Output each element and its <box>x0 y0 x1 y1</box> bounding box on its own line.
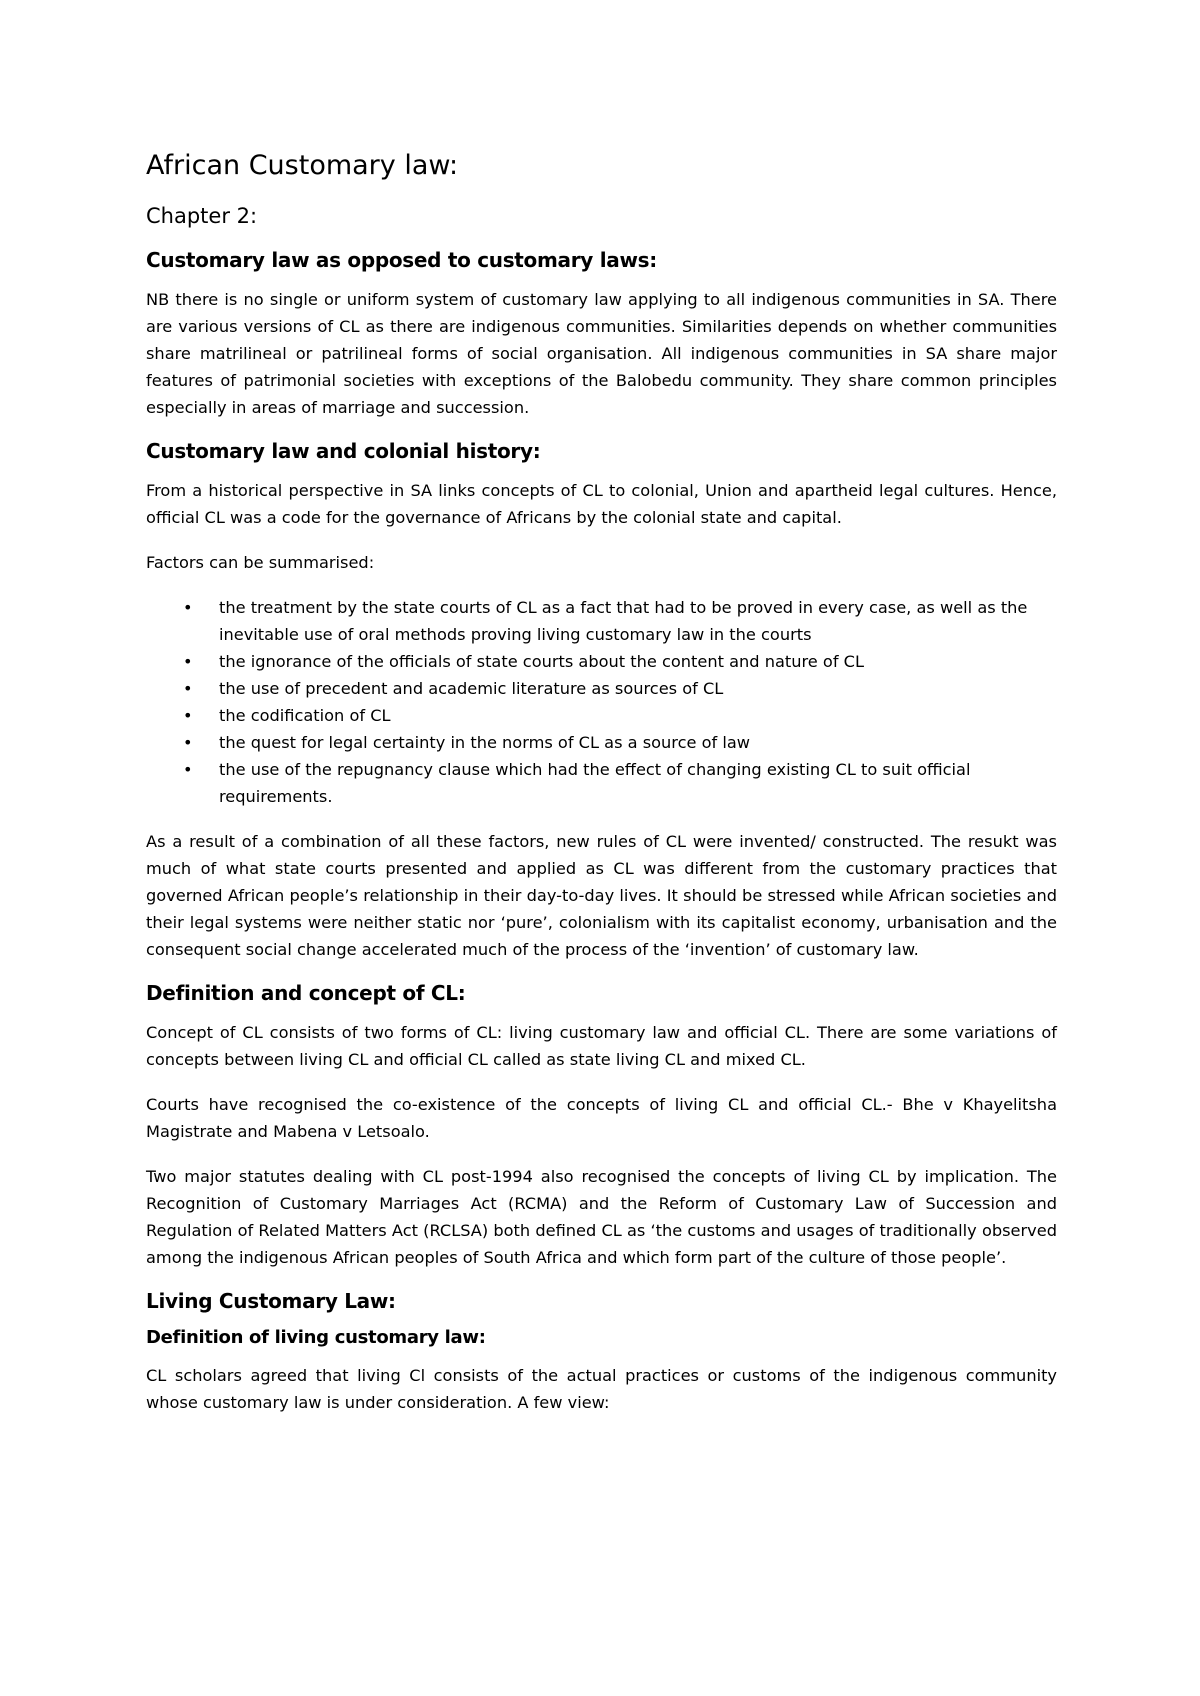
list-item-text: the use of the repugnancy clause which had the effect of changing existing CL to suit official requirements. <box>219 759 971 806</box>
list-item-text: the quest for legal certainty in the norms of CL as a source of law <box>219 732 751 752</box>
list-item <box>146 594 1057 648</box>
paragraph: Concept of CL consists of two forms of CL: living customary law and official CL. There are some variations of concepts between living CL and official CL called as state living CL and mixed CL. <box>146 1022 1057 1069</box>
paragraph: Factors can be summarised: <box>146 552 375 572</box>
bullet-icon: • <box>183 732 193 752</box>
list-item <box>146 675 1057 702</box>
list-item-text: the use of precedent and academic literature as sources of CL <box>219 678 724 698</box>
paragraph: CL scholars agreed that living Cl consists of the actual practices or customs of the indigenous community whose customary law is under consideration. A few view: <box>146 1366 1057 1413</box>
paragraph: As a result of a combination of all these factors, new rules of CL were invented/ constructed. The resukt was much of what state courts presented and applied as CL was different from the customary practices that governed African people’s relationship in their day-to-day lives. It should be stressed while African societies and their legal systems were neither static nor ‘pure’, colonialism with its capitalist economy, urbanisation and the consequent social change accelerated much of the process of the ‘invention’ of customary law. <box>146 831 1057 959</box>
list-item-text: the ignorance of the officials of state courts about the content and nature of CL <box>219 651 864 671</box>
bullet-icon: • <box>183 597 193 617</box>
bullet-icon: • <box>183 678 193 698</box>
document-title: African Customary law: <box>146 150 459 181</box>
section-heading: Customary law and colonial history: <box>146 438 541 463</box>
list-item <box>146 648 1057 675</box>
chapter-heading: Chapter 2: <box>146 204 258 229</box>
list-item <box>146 756 1057 810</box>
paragraph: Courts have recognised the co-existence of the concepts of living CL and official CL.- Bhe v Khayelitsha Magistrate and Mabena v Letsoalo. <box>146 1094 1057 1141</box>
paragraph: Two major statutes dealing with CL post-1994 also recognised the concepts of living CL by implication. The Recognition of Customary Marriages Act (RCMA) and the Reform of Customary Law of Succession and Regulation of Related Matters Act (RCLSA) both defined CL as ‘the customs and usages of traditionally observed among the indigenous African peoples of South Africa and which form part of the culture of those people’. <box>146 1166 1057 1267</box>
factors-list <box>146 594 1057 810</box>
section-heading: Customary law as opposed to customary laws: <box>146 247 657 272</box>
section-heading: Definition and concept of CL: <box>146 980 466 1005</box>
list-item <box>146 729 1057 756</box>
list-item <box>146 702 1057 729</box>
bullet-icon: • <box>183 759 193 779</box>
paragraph: From a historical perspective in SA links concepts of CL to colonial, Union and apartheid legal cultures. Hence, official CL was a code for the governance of Africans by the colonial state and capital. <box>146 480 1057 527</box>
list-item-text: the codification of CL <box>219 705 391 725</box>
bullet-icon: • <box>183 651 193 671</box>
list-item-text: the treatment by the state courts of CL as a fact that had to be proved in every case, as well as the inevitable use of oral methods proving living customary law in the courts <box>219 597 1028 644</box>
bullet-icon: • <box>183 705 193 725</box>
paragraph: NB there is no single or uniform system of customary law applying to all indigenous communities in SA. There are various versions of CL as there are indigenous communities. Similarities depends on whether communities share matrilineal or patrilineal forms of social organisation. All indigenous communities in SA share major features of patrimonial societies with exceptions of the Balobedu community. They share common principles especially in areas of marriage and succession. <box>146 289 1057 417</box>
section-heading: Living Customary Law: <box>146 1288 396 1313</box>
subsection-heading: Definition of living customary law: <box>146 1326 486 1348</box>
